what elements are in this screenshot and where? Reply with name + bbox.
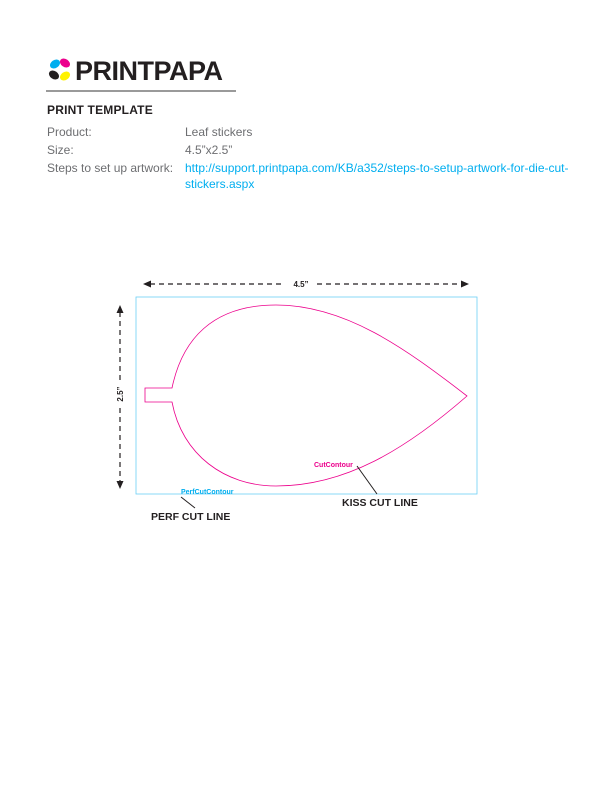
size-label: Size: (47, 143, 74, 157)
logo-wordmark: PRINTPAPA (75, 56, 223, 86)
height-label: 2.5” (116, 386, 125, 402)
arrow-up-icon (117, 305, 124, 313)
leaf-cut-contour (145, 305, 467, 486)
kiss-cut-line-label: KISS CUT LINE (342, 497, 418, 509)
perf-contour-label: PerfCutContour (181, 489, 234, 496)
arrow-down-icon (117, 481, 124, 489)
artwork-steps-label: Steps to set up artwork: (47, 161, 174, 175)
arrow-right-icon (461, 281, 469, 288)
perf-callout-line (181, 497, 195, 508)
width-label: 4.5” (293, 280, 309, 289)
kiss-callout-line (357, 466, 377, 494)
arrow-left-icon (143, 281, 151, 288)
page-title: PRINT TEMPLATE (47, 103, 153, 117)
perf-cut-rectangle (136, 297, 477, 494)
perf-cut-line-label: PERF CUT LINE (151, 511, 231, 523)
width-dimension (143, 280, 469, 289)
artwork-steps-link[interactable]: http://support.printpapa.com/KB/a352/steps-to-setup-artwork-for-die-cut-stickers.aspx (185, 161, 569, 191)
product-value: Leaf stickers (185, 125, 253, 139)
product-label: Product: (47, 125, 92, 139)
cut-contour-label: CutContour (314, 462, 353, 469)
size-value: 4.5”x2.5” (185, 143, 233, 157)
height-dimension (116, 305, 125, 489)
